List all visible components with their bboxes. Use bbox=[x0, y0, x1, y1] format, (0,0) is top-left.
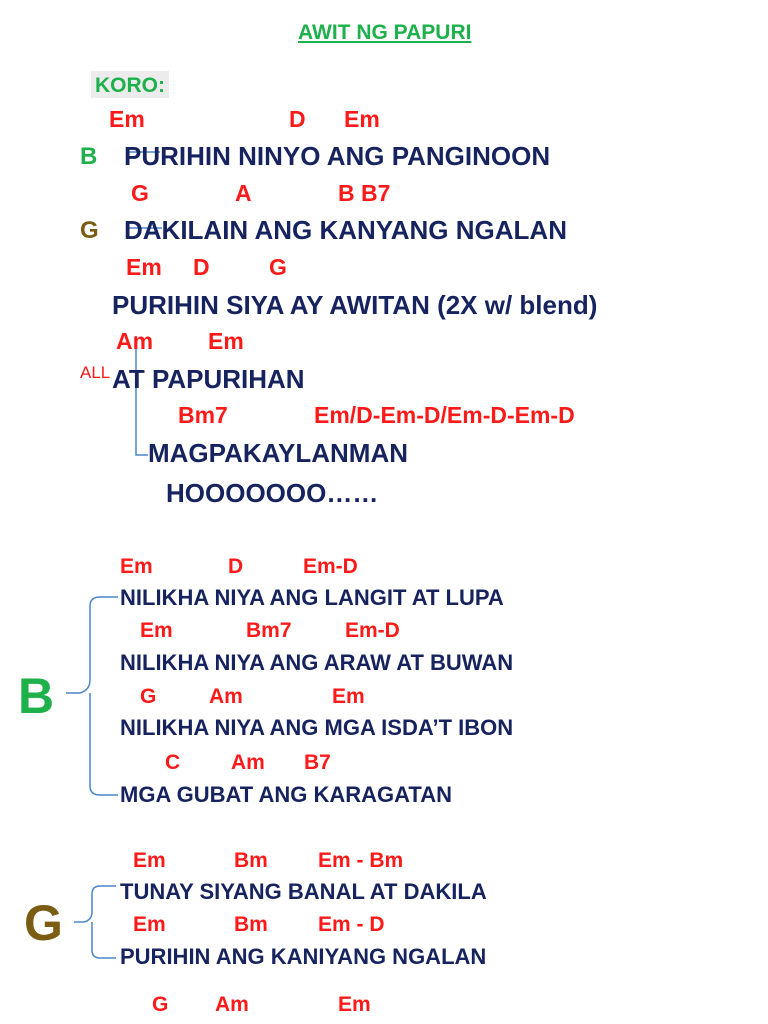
chord: Am bbox=[116, 328, 154, 354]
chord: Em bbox=[344, 106, 380, 132]
lyric-line: AT PAPURIHAN bbox=[112, 364, 305, 394]
verse-g-mark: G bbox=[24, 895, 63, 951]
chord: Bm7 bbox=[178, 402, 228, 428]
chord: G bbox=[269, 254, 287, 280]
chord: Em bbox=[133, 913, 166, 936]
verse-b-bracket bbox=[66, 597, 118, 795]
lyric-line: PURIHIN ANG KANIYANG NGALAN bbox=[120, 944, 487, 969]
chord: A bbox=[235, 180, 252, 206]
all-mark: ALL bbox=[80, 363, 111, 382]
chord: C bbox=[165, 751, 181, 774]
chord: G bbox=[140, 685, 157, 708]
chord: G bbox=[131, 180, 149, 206]
chord: Em bbox=[208, 328, 244, 354]
chord: Em-D bbox=[345, 619, 400, 642]
singer-mark-g: G bbox=[80, 217, 99, 244]
chord: B7 bbox=[304, 751, 331, 774]
lyric-line: PURIHIN NINYO ANG PANGINOON bbox=[124, 141, 551, 171]
chord: Am bbox=[231, 751, 265, 774]
verse-b-mark: B bbox=[18, 668, 55, 724]
chord: D bbox=[193, 254, 210, 280]
chord: Em/D-Em-D/Em-D-Em-D bbox=[314, 402, 575, 428]
chord: Bm7 bbox=[246, 619, 292, 642]
chord: Am bbox=[209, 685, 243, 708]
verse-g-bracket bbox=[74, 886, 116, 958]
song-title: AWIT NG PAPURI bbox=[298, 21, 472, 44]
chord: G bbox=[152, 993, 169, 1016]
chord: D bbox=[289, 106, 306, 132]
chord: Bm bbox=[234, 913, 268, 936]
chord: Em bbox=[126, 254, 162, 280]
chord: Em bbox=[109, 106, 145, 132]
chord: Am bbox=[215, 993, 249, 1016]
singer-mark-b: B bbox=[80, 143, 98, 170]
lyric-line: PURIHIN SIYA AY AWITAN (2X w/ blend) bbox=[112, 290, 598, 320]
chord: D bbox=[228, 555, 244, 578]
lyric-line: NILIKHA NIYA ANG LANGIT AT LUPA bbox=[120, 585, 504, 610]
chord: Bm bbox=[234, 849, 268, 872]
lyric-line: HOOOOOOO…… bbox=[166, 478, 379, 508]
chord: Em bbox=[338, 993, 371, 1016]
chord: Em bbox=[140, 619, 173, 642]
chord: Em bbox=[120, 555, 153, 578]
lyric-line: NILIKHA NIYA ANG ARAW AT BUWAN bbox=[120, 650, 514, 675]
chord: B B7 bbox=[338, 180, 391, 206]
lyric-line: MAGPAKAYLANMAN bbox=[148, 438, 408, 468]
chord: Em - Bm bbox=[318, 849, 404, 872]
lyric-line: DAKILAIN ANG KANYANG NGALAN bbox=[124, 215, 567, 245]
koro-label: KORO: bbox=[91, 71, 169, 98]
lyric-line: MGA GUBAT ANG KARAGATAN bbox=[120, 782, 452, 807]
chord: Em-D bbox=[303, 555, 358, 578]
chord: Em bbox=[133, 849, 166, 872]
lyric-line: NILIKHA NIYA ANG MGA ISDA’T IBON bbox=[120, 715, 514, 740]
lyric-line: TUNAY SIYANG BANAL AT DAKILA bbox=[120, 879, 487, 904]
chord: Em - D bbox=[318, 913, 385, 936]
chord: Em bbox=[332, 685, 365, 708]
